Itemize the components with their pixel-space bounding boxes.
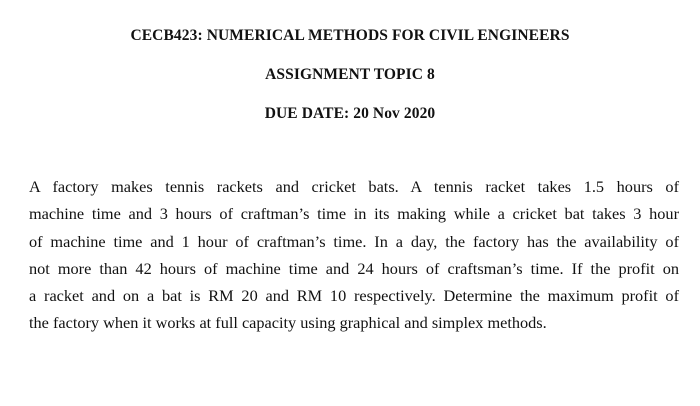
course-title: CECB423: NUMERICAL METHODS FOR CIVIL ENGINEERS — [130, 27, 570, 44]
assignment-title: ASSIGNMENT TOPIC 8 — [265, 66, 435, 83]
problem-line: the factory when it works at full capacity using graphical and simplex methods. — [29, 313, 547, 333]
problem-line: a racket and on a bat is RM 20 and RM 10 respectively. Determine the maximum profit of — [29, 286, 679, 306]
due-date: DUE DATE: 20 Nov 2020 — [264, 105, 436, 122]
problem-line: A factory makes tennis rackets and cricket bats. A tennis racket takes 1.5 hours of — [29, 177, 679, 196]
problem-line: machine time and 3 hours of craftman’s time in its making while a cricket bat takes 3 hour — [29, 204, 679, 224]
problem-statement — [29, 173, 679, 337]
problem-line: of machine time and 1 hour of craftman’s time. In a day, the factory has the availability of — [29, 231, 679, 251]
problem-line: not more than 42 hours of machine time and 24 hours of craftsman’s time. If the profit on — [29, 258, 679, 278]
